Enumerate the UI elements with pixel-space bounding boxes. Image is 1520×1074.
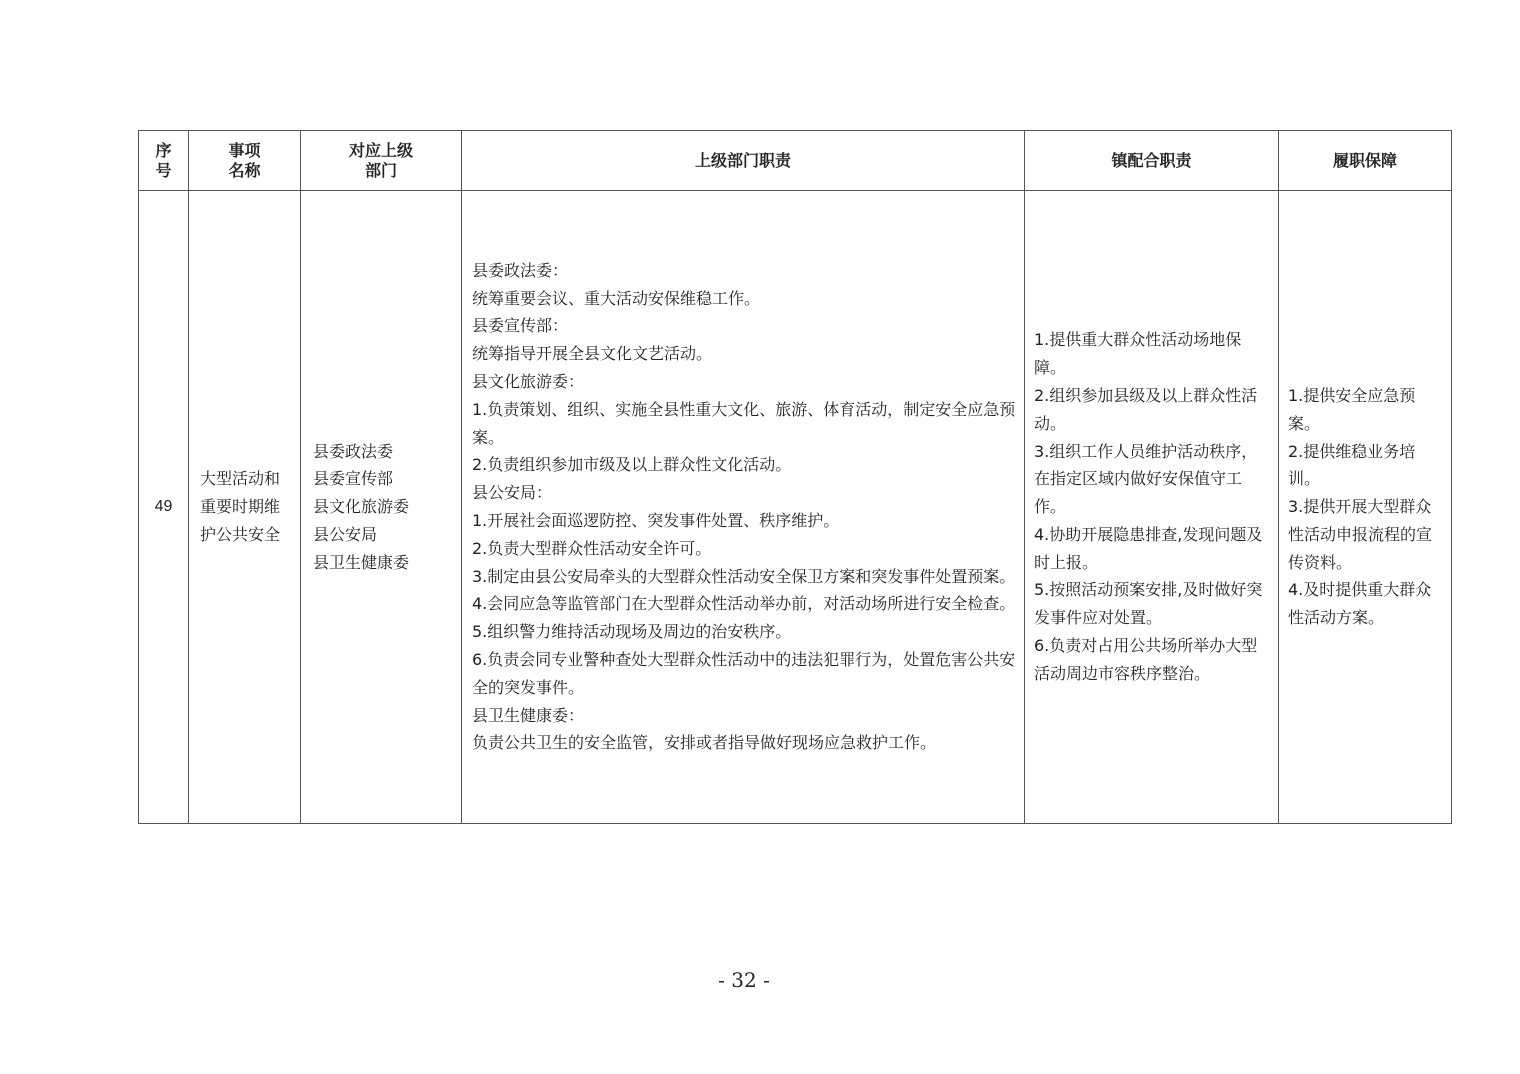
header-guarantee: 履职保障 bbox=[1279, 131, 1452, 191]
guarantee-line: 2.提供维稳业务培训。 bbox=[1288, 441, 1416, 489]
duty-line: 3.制定由县公安局牵头的大型群众性活动安全保卫方案和突发事件处置预案。 bbox=[472, 566, 1016, 586]
row-name: 大型活动和重要时期维护公共安全 bbox=[189, 191, 301, 824]
guarantee-line: 4.及时提供重大群众性活动方案。 bbox=[1288, 580, 1432, 628]
guarantee-line: 3.提供开展大型群众性活动申报流程的宣传资料。 bbox=[1288, 497, 1433, 572]
town-line: 5.按照活动预案安排,及时做好突发事件应对处置。 bbox=[1034, 580, 1263, 628]
header-name-line-1: 事项 bbox=[228, 140, 261, 160]
duty-line: 县委宣传部： bbox=[472, 316, 569, 336]
dept-item: 县委政法委 bbox=[313, 441, 394, 461]
town-line: 3.组织工作人员维护活动秩序，在指定区域内做好安保值守工作。 bbox=[1034, 441, 1258, 517]
row-no: 49 bbox=[139, 191, 189, 824]
row-town bbox=[1025, 191, 1279, 824]
duty-line: 负责公共卫生的安全监管，安排或者指导做好现场应急救护工作。 bbox=[472, 733, 937, 753]
header-name bbox=[189, 131, 301, 191]
duty-line: 1.负责策划、组织、实施全县性重大文化、旅游、体育活动，制定安全应急预案。 bbox=[472, 399, 1016, 447]
town-line: 1.提供重大群众性活动场地保障。 bbox=[1034, 330, 1242, 378]
row-duty bbox=[462, 191, 1025, 824]
duty-line: 县文化旅游委： bbox=[472, 372, 585, 392]
dept-item: 县委宣传部 bbox=[313, 469, 394, 489]
header-dept-line-1: 对应上级 bbox=[348, 140, 413, 160]
header-town: 镇配合职责 bbox=[1025, 131, 1279, 191]
page-number: - 32 - bbox=[718, 968, 770, 992]
duty-line: 统筹重要会议、重大活动安保维稳工作。 bbox=[472, 288, 761, 308]
duty-line: 县公安局： bbox=[472, 483, 553, 503]
dept-item: 县公安局 bbox=[313, 524, 378, 544]
row-dept bbox=[301, 191, 462, 824]
table-row bbox=[139, 191, 1452, 824]
duty-line: 县委政法委： bbox=[472, 260, 569, 280]
header-dept-line-2: 部门 bbox=[364, 160, 397, 180]
town-line: 6.负责对占用公共场所举办大型活动周边市容秩序整治。 bbox=[1034, 636, 1258, 683]
header-no bbox=[139, 131, 189, 191]
header-duty: 上级部门职责 bbox=[462, 131, 1025, 191]
dept-item: 县卫生健康委 bbox=[313, 552, 410, 572]
town-line: 2.组织参加县级及以上群众性活动。 bbox=[1034, 385, 1258, 433]
duty-line: 2.负责组织参加市级及以上群众性文化活动。 bbox=[472, 455, 792, 475]
duty-line: 6.负责会同专业警种查处大型群众性活动中的违法犯罪行为，处置危害公共安全的突发事件。 bbox=[472, 649, 1016, 697]
row-guarantee bbox=[1279, 191, 1452, 824]
duty-table bbox=[138, 130, 1452, 824]
duty-line: 5.组织警力维持活动现场及周边的治安秩序。 bbox=[472, 622, 792, 642]
table-header-row bbox=[139, 131, 1452, 191]
header-dept bbox=[301, 131, 462, 191]
header-name-line-2: 名称 bbox=[228, 160, 261, 180]
duty-line: 2.负责大型群众性活动安全许可。 bbox=[472, 538, 712, 558]
duty-line: 统筹指导开展全县文化文艺活动。 bbox=[472, 344, 713, 364]
header-no-line-2: 号 bbox=[155, 160, 172, 180]
dept-item: 县文化旅游委 bbox=[313, 497, 410, 517]
guarantee-line: 1.提供安全应急预案。 bbox=[1288, 385, 1416, 433]
duty-line: 1.开展社会面巡逻防控、突发事件处置、秩序维护。 bbox=[472, 511, 840, 530]
town-line: 4.协助开展隐患排查,发现问题及时上报。 bbox=[1034, 524, 1263, 572]
duty-line: 4.会同应急等监管部门在大型群众性活动举办前，对活动场所进行安全检查。 bbox=[472, 594, 1016, 614]
header-no-line-1: 序 bbox=[155, 140, 172, 160]
duty-line: 县卫生健康委： bbox=[472, 705, 585, 725]
